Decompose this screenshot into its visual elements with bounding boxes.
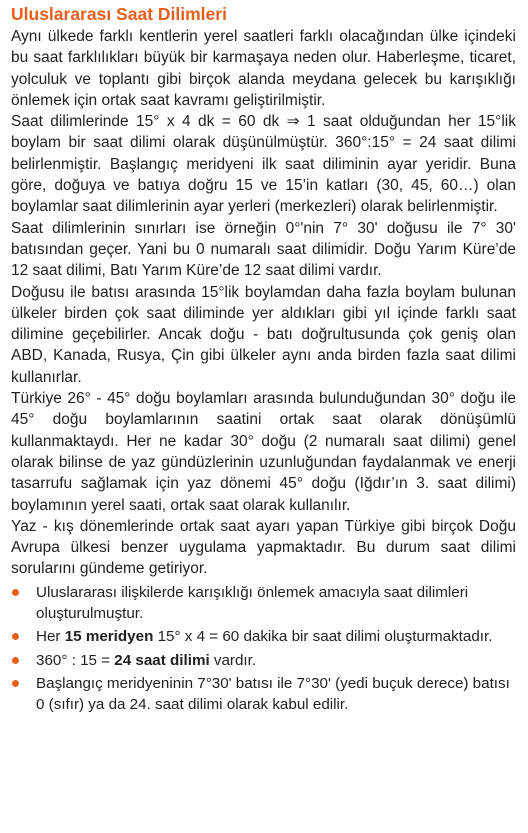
paragraph-4: Doğusu ile batısı arasında 15°lik boylamdan daha fazla boylam bulunan ülkeler birden çok saat diliminde yer aldıkları gibi yıl içinde farklı saat dilimine geçebilirler. Ancak doğu - batı doğrultusunda çok geniş olan ABD, Kanada, Rusya, Çin gibi ülkeler aynı anda birden fazla saat dilimi kullanırlar. bbox=[11, 283, 516, 386]
bullet-dot-icon bbox=[12, 589, 19, 596]
bullet-text: Uluslararası ilişkilerde karışıklığı önlemek amacıyla saat dilimleri oluşturulmuştur. bbox=[36, 583, 469, 623]
paragraph-1: Aynı ülkede farklı kentlerin yerel saatleri farklı olacağından ülke içindeki bu saat farklılıkları büyük bir karmaşaya neden olur. Haberleşme, ticaret, yolculuk ve toplantı gibi birçok alanda meydana gelecek bu karışıklığı önlemek için ortak saat kavramı geliştirilmiştir. bbox=[11, 28, 516, 109]
paragraph-5: Türkiye 26° - 45° doğu boylamları arasında bulunduğundan 30° doğu ile 45° doğu boylamlarının saatini ortak saat olarak dönüşümlü kullanmaktaydı. Her ne kadar 30° doğu (2 numaralı saat dilimi) genel olarak bilinse de yaz gündüzlerinin uzunluğundan faydalanmak ve enerji tasarrufu sağlamak için yaz dönemi 45° doğu (Iğdır’ın 3. saat dilimi) boylamının yerel saati, ortak saat olarak kullanılır. bbox=[11, 390, 516, 514]
summary-list bbox=[11, 582, 516, 716]
bullet-dot-icon bbox=[12, 633, 19, 640]
list-item bbox=[11, 673, 516, 716]
list-item bbox=[11, 650, 516, 671]
bullet-text-bold: 24 saat dilimi bbox=[114, 651, 210, 669]
bullet-dot-icon bbox=[12, 657, 19, 664]
bullet-dot-icon bbox=[12, 680, 19, 687]
bullet-text: Başlangıç meridyeninin 7°30' batısı ile 7°30' (yedi buçuk derece) batısı 0 (sıfır) ya da 24. saat dilimi olarak kabul edilir. bbox=[36, 674, 510, 714]
bullet-text-post: 15° x 4 = 60 dakika bir saat dilimi oluşturmaktadır. bbox=[153, 628, 493, 646]
bullet-text-bold: 15 meridyen bbox=[64, 628, 154, 646]
paragraph-2: Saat dilimlerinde 15° x 4 dk = 60 dk ⇒ 1 saat olduğundan her 15°lik boylam bir saat dilimi olarak düşünülmüştür. 360°:15° = 24 saat dilimi belirlenmiştir. Başlangıç meridyeni ilk saat diliminin ayar yeridir. Buna göre, doğuya ve batıya doğru 15 ve 15’in katları (30, 45, 60…) olan boylamlar saat dilimlerinin ayar yerleri (merkezleri) olarak belirlenmiştir. bbox=[11, 113, 516, 216]
list-item bbox=[11, 626, 516, 647]
paragraph-6: Yaz - kış dönemlerinde ortak saat ayarı yapan Türkiye gibi birçok Doğu Avrupa ülkesi benzer uygulama yapmaktadır. Bu durum saat dilimi sorularını gündeme getiriyor. bbox=[11, 517, 516, 578]
paragraph-3: Saat dilimlerinin sınırları ise örneğin 0°'nin 7° 30' doğusu ile 7° 30' batısından geçer. Yani bu 0 numaralı saat dilimidir. Doğu Yarım Küre’de 12 saat dilimi, Batı Yarım Küre’de 12 saat dilimi vardır. bbox=[11, 219, 516, 280]
bullet-text-pre: 360° : 15 = bbox=[36, 651, 115, 669]
bullet-text-pre: Her bbox=[36, 628, 65, 646]
bullet-text-post: vardır. bbox=[209, 651, 257, 669]
list-item bbox=[11, 582, 516, 625]
section-title: Uluslararası Saat Dilimleri bbox=[11, 4, 227, 24]
